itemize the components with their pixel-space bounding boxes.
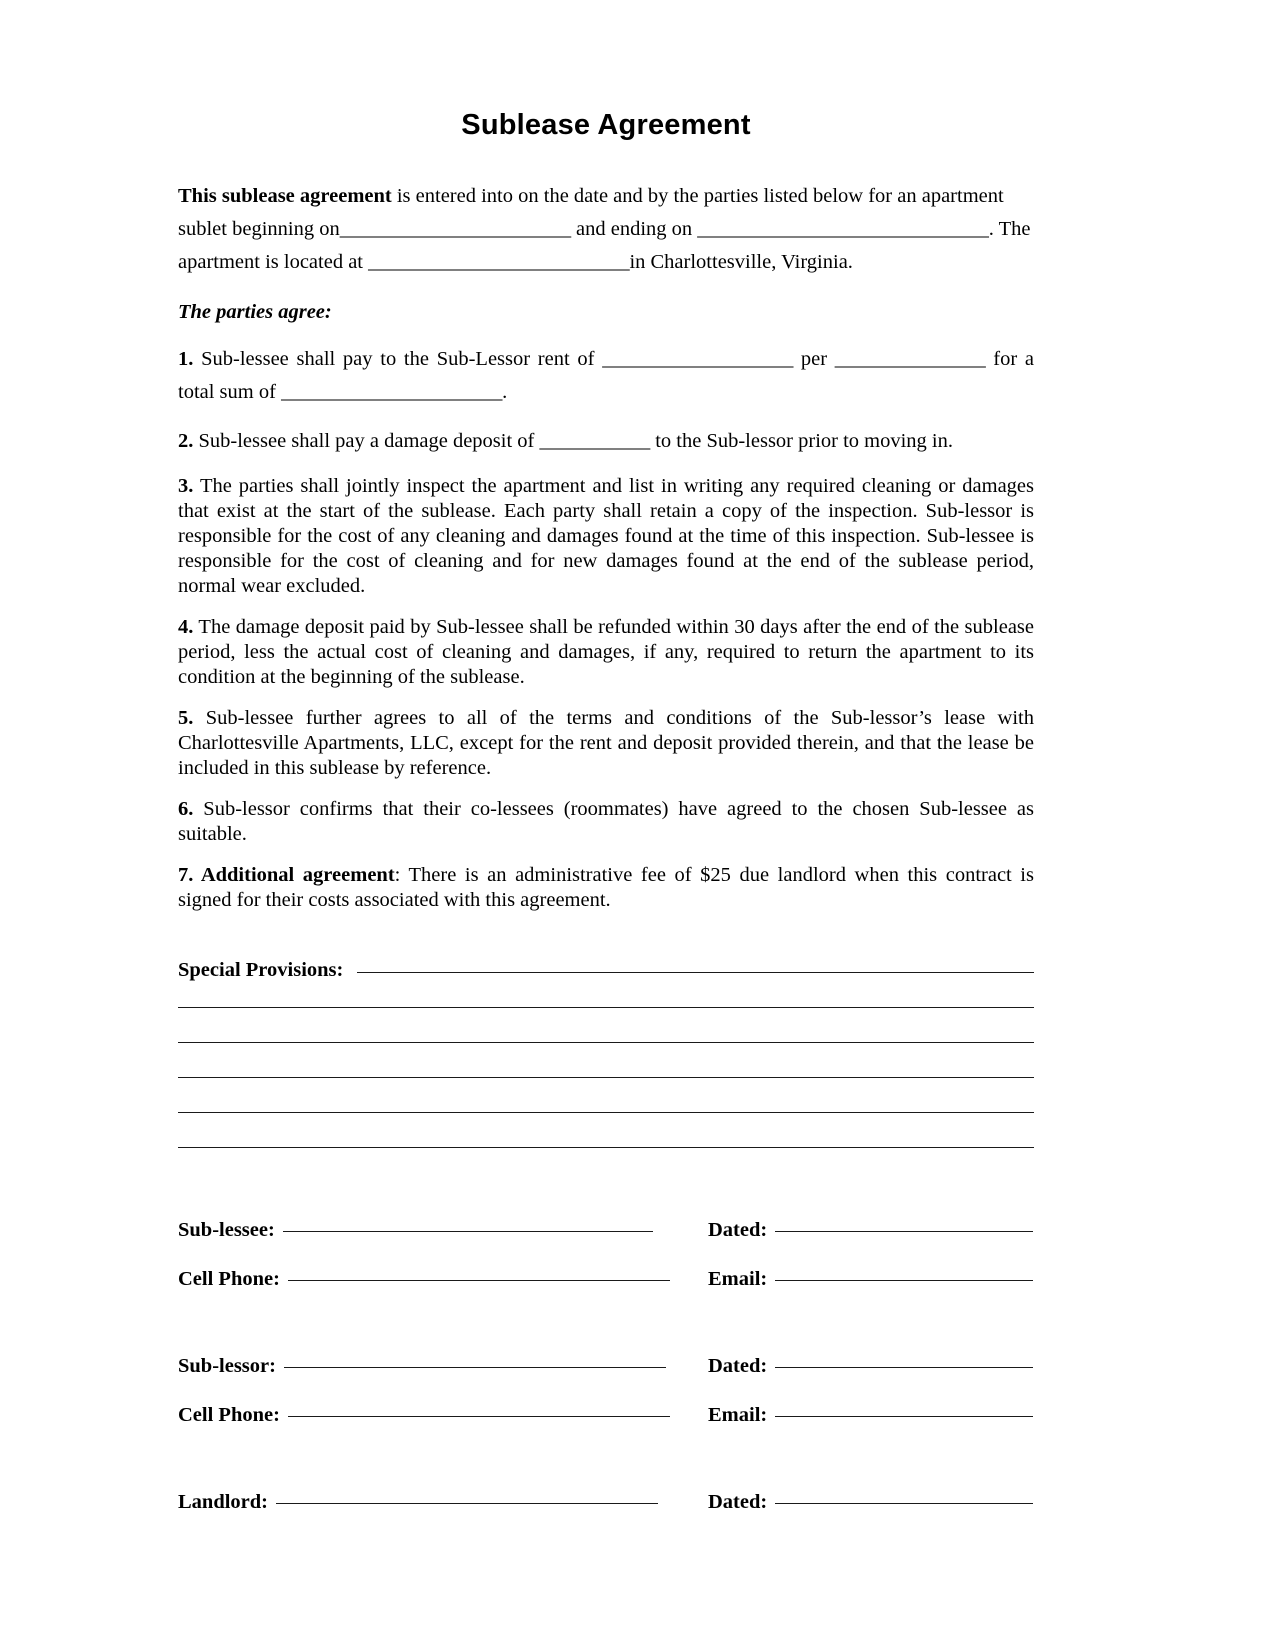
signature-left-input-line[interactable] [288,1280,670,1281]
clause-1-text-b: per [793,347,835,370]
signature-left-input-line[interactable] [283,1231,653,1232]
page-title: Sublease Agreement [461,109,751,141]
clause-7 [178,847,1034,913]
signature-field-right [708,1219,1034,1242]
clause-3-text: The parties shall jointly inspect the apartment and list in writing any required cleaning or damages that exist at the start of the sublease. Each party shall retain a copy of the inspection. Sub-lessor is responsible for the cost of any cleaning and damages found at the time of this inspection. Sub-lessee is responsible for the cost of cleaning and for new damages found at the end of the sublease period, normal wear excluded. [178,474,1034,597]
clause-3-number: 3. [178,474,194,497]
signature-right-input-line[interactable] [775,1367,1033,1368]
signature-row [178,1268,1034,1317]
clause-7-number: 7. [178,863,194,886]
signature-right-label: Dated: [708,1354,768,1377]
blank-rent-period[interactable]: _______________ [834,347,986,370]
clause-4 [178,599,1034,690]
clause-6-number: 6. [178,797,194,820]
clause-7-bold-phrase: Additional agreement [193,863,395,886]
signature-field-right [708,1268,1034,1291]
clause-5-number: 5. [178,706,194,729]
intro-text-part2: and ending on [570,217,698,240]
signature-left-label: Landlord: [178,1490,268,1513]
special-provisions-blank-line[interactable] [178,1122,1034,1157]
clause-2 [178,409,1034,458]
clause-2-text-b: to the Sub-lessor prior to moving in. [650,429,954,452]
blank-rule[interactable] [178,1007,1034,1008]
intro-lead-text: This sublease agreement [178,184,392,207]
clause-2-number: 2. [178,429,194,452]
clause-1-text-a: Sub-lessee shall pay to the Sub-Lessor rent of [193,347,603,370]
signature-left-label: Cell Phone: [178,1403,280,1426]
blank-rule[interactable] [178,1077,1034,1078]
signature-field-right [708,1355,1034,1378]
signature-right-input-line[interactable] [775,1231,1033,1232]
document-body [178,0,1034,1540]
clause-7-text: : There is an administrative fee of $25 due landlord when this contract is signed for their costs associated with this agreement. [178,863,1034,911]
signature-left-label: Cell Phone: [178,1267,280,1290]
blank-end-date[interactable]: _____________________________ [697,217,989,240]
special-provisions-blank-line[interactable] [178,1017,1034,1052]
signature-row [178,1355,1034,1404]
signature-right-input-line[interactable] [775,1503,1033,1504]
signature-group-spacer [178,1453,1034,1491]
signature-field-left [178,1355,708,1378]
blank-rule[interactable] [178,1042,1034,1043]
clause-1 [178,327,1034,409]
signature-field-left [178,1491,708,1514]
signature-row [178,1219,1034,1268]
signature-left-input-line[interactable] [276,1503,658,1504]
intro-paragraph [178,142,1034,279]
special-provisions-first-row [178,959,1034,982]
signature-right-label: Dated: [708,1490,768,1513]
signature-field-left [178,1404,708,1427]
signature-field-left [178,1219,708,1242]
signature-row [178,1404,1034,1453]
special-provisions-blank-line[interactable] [178,982,1034,1017]
signature-field-right [708,1491,1034,1514]
signature-right-label: Email: [708,1267,768,1290]
clause-6-text: Sub-lessor confirms that their co-lessees (roommates) have agreed to the chosen Sub-lessee as suitable. [178,797,1034,845]
special-provisions-blank-line[interactable] [178,1052,1034,1087]
clause-1-text-d: . [502,380,508,403]
signature-right-label: Dated: [708,1218,768,1241]
intro-text-part3: . The apartment is located at [178,217,1031,273]
blank-apartment-address[interactable]: __________________________ [368,250,630,273]
signature-left-input-line[interactable] [284,1367,666,1368]
signature-left-label: Sub-lessee: [178,1218,275,1241]
blank-total-sum[interactable]: ______________________ [281,380,503,403]
blank-rule[interactable] [178,1112,1034,1113]
special-provisions-blank-line[interactable] [178,1087,1034,1122]
special-provisions-section [178,913,1034,1157]
blank-damage-deposit[interactable]: ___________ [539,429,651,452]
clause-5 [178,690,1034,781]
signature-group-spacer [178,1317,1034,1355]
clause-1-number: 1. [178,347,194,370]
signature-right-input-line[interactable] [775,1416,1033,1417]
clause-5-text: Sub-lessee further agrees to all of the terms and conditions of the Sub-lessor’s lease with Charlottesville Apartments, LLC, except for the rent and deposit provided therein, and that the lease be included in this sublease by reference. [178,706,1034,779]
blank-rule[interactable] [178,1147,1034,1148]
clause-6 [178,781,1034,847]
clause-4-text: The damage deposit paid by Sub-lessee shall be refunded within 30 days after the end of the sublease period, less the actual cost of cleaning and damages, if any, required to return the apartment to its condition at the beginning of the sublease. [178,615,1034,688]
signature-left-label: Sub-lessor: [178,1354,276,1377]
special-provisions-lines [178,982,1034,1157]
blank-rent-amount[interactable]: ___________________ [602,347,794,370]
signature-row [178,1491,1034,1540]
clause-2-text-a: Sub-lessee shall pay a damage deposit of [193,429,540,452]
clause-1-text-c: for a total sum of [178,347,1034,403]
signature-field-left [178,1268,708,1291]
clause-4-number: 4. [178,615,194,638]
intro-text-part1: is entered into on the date and by the parties listed below for an apartment sublet beginning on [178,184,1004,240]
special-provisions-write-line[interactable] [357,972,1034,973]
intro-text-part4: in Charlottesville, Virginia. [629,250,853,273]
signature-left-input-line[interactable] [288,1416,670,1417]
parties-agree-heading: The parties agree: [178,300,332,323]
signature-right-input-line[interactable] [775,1280,1033,1281]
clause-3 [178,458,1034,599]
blank-start-date[interactable]: _______________________ [339,217,571,240]
signature-section [178,1157,1034,1540]
signature-field-right [708,1404,1034,1427]
signature-right-label: Email: [708,1403,768,1426]
special-provisions-label: Special Provisions: [178,958,344,981]
